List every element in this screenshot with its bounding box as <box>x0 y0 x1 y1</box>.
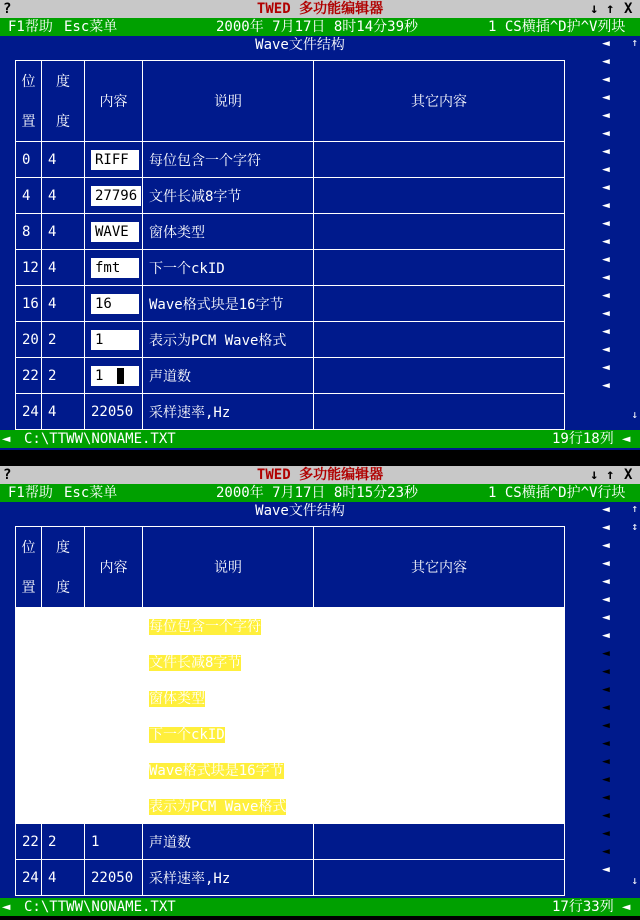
cell-position[interactable]: 12 <box>16 716 42 752</box>
left-arrow-icon[interactable]: ◄ <box>602 234 610 249</box>
table-row[interactable] <box>16 250 565 286</box>
left-arrow-icon[interactable]: ◄ <box>602 826 610 841</box>
left-arrow-icon[interactable]: ◄ <box>602 790 610 805</box>
system-menu-icon[interactable]: ? <box>3 1 12 17</box>
status-right-icon[interactable]: ◄ <box>622 431 631 447</box>
cell-other[interactable] <box>314 644 565 680</box>
cell-length[interactable]: 4 <box>42 178 85 214</box>
left-arrow-icon[interactable]: ◄ <box>602 682 610 697</box>
cell-description[interactable]: 表示为PCM Wave格式 <box>143 322 314 358</box>
highlighted-text[interactable]: 下一个ckID <box>149 726 225 743</box>
cell-content[interactable]: 1 <box>85 824 143 860</box>
right-scroll-column <box>602 36 640 426</box>
file-path: C:\TTWW\NONAME.TXT <box>24 431 176 447</box>
left-arrow-icon[interactable]: ◄ <box>602 754 610 769</box>
header-description: 说明 <box>143 527 314 608</box>
content-input[interactable]: WAVE <box>91 222 139 242</box>
highlighted-text[interactable]: 表示为PCM Wave格式 <box>149 798 287 815</box>
left-arrow-icon[interactable]: ◄ <box>602 574 610 589</box>
content-input[interactable]: 1 <box>91 330 139 350</box>
table-row[interactable] <box>16 142 565 178</box>
left-arrow-icon[interactable]: ◄ <box>602 862 610 877</box>
content-input[interactable]: 16 <box>91 294 139 314</box>
cell-other[interactable] <box>314 286 565 322</box>
app-title: TWED 多功能编辑器 <box>256 1 384 17</box>
status-bar <box>0 898 640 916</box>
status-left-icon[interactable]: ◄ <box>2 899 11 915</box>
editor-window-2 <box>0 466 640 916</box>
cell-other[interactable] <box>314 680 565 716</box>
left-arrow-icon[interactable]: ◄ <box>602 144 610 159</box>
left-arrow-icon[interactable]: ◄ <box>602 664 610 679</box>
table-row[interactable] <box>16 322 565 358</box>
table-row-selected[interactable] <box>16 680 565 716</box>
table-row[interactable] <box>16 394 565 430</box>
cell-position[interactable]: 0 <box>16 608 42 644</box>
wave-structure-table <box>15 60 565 430</box>
cell-length[interactable]: 4 <box>42 394 85 430</box>
table-row[interactable] <box>16 178 565 214</box>
cell-other[interactable] <box>314 250 565 286</box>
cell-length[interactable]: 2 <box>42 824 85 860</box>
left-arrow-icon[interactable]: ◄ <box>602 502 610 517</box>
file-path: C:\TTWW\NONAME.TXT <box>24 899 176 915</box>
cell-position[interactable]: 22 <box>16 358 42 394</box>
cell-content[interactable] <box>85 250 143 286</box>
cell-description[interactable]: 声道数 <box>143 358 314 394</box>
left-arrow-icon[interactable]: ◄ <box>602 520 610 535</box>
header-description: 说明 <box>143 61 314 142</box>
left-arrow-icon[interactable]: ◄ <box>602 216 610 231</box>
cell-length[interactable]: 4 <box>42 214 85 250</box>
minimize-icon[interactable]: ↓ <box>590 467 599 483</box>
cell-other[interactable] <box>314 860 565 896</box>
help-menu[interactable]: F1帮助 <box>8 485 53 501</box>
table-row[interactable] <box>16 860 565 896</box>
left-arrow-icon[interactable]: ◄ <box>602 538 610 553</box>
table-row-selected[interactable] <box>16 644 565 680</box>
left-arrow-icon[interactable]: ◄ <box>602 808 610 823</box>
right-scroll-column <box>602 502 640 892</box>
cell-description[interactable] <box>143 788 314 824</box>
cell-content[interactable]: RIFF <box>85 608 143 644</box>
left-arrow-icon[interactable]: ◄ <box>602 90 610 105</box>
cell-content[interactable]: WAVE <box>85 680 143 716</box>
header-other: 其它内容 <box>314 527 565 608</box>
cell-description[interactable] <box>143 716 314 752</box>
cell-length[interactable]: 4 <box>42 142 85 178</box>
cell-content[interactable]: 16 <box>85 752 143 788</box>
cell-position[interactable]: 24 <box>16 860 42 896</box>
minimize-icon[interactable]: ↓ <box>590 1 599 17</box>
content-input[interactable]: 1 <box>91 366 139 386</box>
cell-other[interactable] <box>314 608 565 644</box>
left-arrow-icon[interactable]: ◄ <box>602 306 610 321</box>
left-arrow-icon[interactable]: ◄ <box>602 198 610 213</box>
status-bar <box>0 430 640 448</box>
header-position: 位 置 <box>16 61 42 142</box>
cell-other[interactable] <box>314 322 565 358</box>
cell-position[interactable]: 20 <box>16 788 42 824</box>
cursor-position: 17行33列 <box>552 899 614 915</box>
cell-content[interactable] <box>85 286 143 322</box>
cell-length[interactable]: 2 <box>42 322 85 358</box>
left-arrow-icon[interactable]: ◄ <box>602 270 610 285</box>
menu-bar <box>0 484 640 502</box>
cell-position[interactable]: 8 <box>16 680 42 716</box>
table-row-selected[interactable] <box>16 752 565 788</box>
cell-content[interactable] <box>85 358 143 394</box>
cell-length[interactable]: 4 <box>42 286 85 322</box>
datetime: 2000年 7月17日 8时14分39秒 <box>216 19 419 35</box>
cell-other[interactable] <box>314 394 565 430</box>
left-arrow-icon[interactable]: ◄ <box>602 360 610 375</box>
cell-length[interactable]: 4 <box>42 860 85 896</box>
cell-position[interactable]: 20 <box>16 322 42 358</box>
left-arrow-icon[interactable]: ◄ <box>602 36 610 51</box>
table-row-selected[interactable] <box>16 608 565 644</box>
header-content: 内容 <box>85 527 143 608</box>
cell-length[interactable]: 4 <box>42 716 85 752</box>
highlighted-text[interactable]: 窗体类型 <box>149 690 205 707</box>
app-title: TWED 多功能编辑器 <box>256 467 384 483</box>
left-arrow-icon[interactable]: ◄ <box>602 378 610 393</box>
cell-description[interactable] <box>143 680 314 716</box>
cell-other[interactable] <box>314 214 565 250</box>
cell-position[interactable]: 0 <box>16 142 42 178</box>
esc-menu[interactable]: Esc菜单 <box>64 19 118 35</box>
cell-length[interactable]: 4 <box>42 680 85 716</box>
cell-position[interactable]: 16 <box>16 286 42 322</box>
table-row[interactable] <box>16 214 565 250</box>
cell-content[interactable]: 22050 <box>85 394 143 430</box>
cell-position[interactable]: 8 <box>16 214 42 250</box>
cell-length[interactable]: 4 <box>42 608 85 644</box>
left-arrow-icon[interactable]: ◄ <box>602 844 610 859</box>
left-arrow-icon[interactable]: ◄ <box>602 772 610 787</box>
datetime: 2000年 7月17日 8时15分23秒 <box>216 485 419 501</box>
edit-mode: 1 CS横插^D护^V行块 <box>488 485 626 501</box>
cell-content[interactable]: 27796 <box>85 644 143 680</box>
cell-description[interactable] <box>143 752 314 788</box>
header-other: 其它内容 <box>314 61 565 142</box>
left-arrow-icon[interactable]: ◄ <box>602 180 610 195</box>
cell-content[interactable] <box>85 142 143 178</box>
left-arrow-icon[interactable]: ◄ <box>602 72 610 87</box>
highlighted-text[interactable]: 文件长减8字节 <box>149 654 242 671</box>
content-input[interactable]: RIFF <box>91 150 139 170</box>
left-arrow-icon[interactable]: ◄ <box>602 126 610 141</box>
cell-other[interactable] <box>314 142 565 178</box>
cell-description[interactable] <box>143 608 314 644</box>
table-row[interactable] <box>16 286 565 322</box>
header-length: 度 度 <box>42 527 85 608</box>
help-menu[interactable]: F1帮助 <box>8 19 53 35</box>
cell-other[interactable] <box>314 824 565 860</box>
wave-structure-table <box>15 526 565 896</box>
table-row[interactable] <box>16 358 565 394</box>
left-arrow-icon[interactable]: ◄ <box>602 610 610 625</box>
left-arrow-icon[interactable]: ◄ <box>602 342 610 357</box>
content-input[interactable]: fmt <box>91 258 139 278</box>
cell-content[interactable] <box>85 322 143 358</box>
table-header-row <box>16 61 565 142</box>
left-arrow-icon[interactable]: ◄ <box>602 324 610 339</box>
left-arrow-icon[interactable]: ◄ <box>602 718 610 733</box>
cell-description[interactable]: Wave格式块是16字节 <box>143 286 314 322</box>
system-menu-icon[interactable]: ? <box>3 467 12 483</box>
table-row[interactable] <box>16 824 565 860</box>
header-length: 度 度 <box>42 61 85 142</box>
cell-length[interactable]: 4 <box>42 752 85 788</box>
cell-description[interactable]: 采样速率,Hz <box>143 394 314 430</box>
header-position: 位 置 <box>16 527 42 608</box>
cell-position[interactable]: 4 <box>16 178 42 214</box>
cell-content[interactable]: 22050 <box>85 860 143 896</box>
menu-bar <box>0 18 640 36</box>
left-arrow-icon[interactable]: ◄ <box>602 628 610 643</box>
cell-content[interactable]: fmt <box>85 716 143 752</box>
text-cursor <box>117 368 124 384</box>
cell-content[interactable]: 1 <box>85 788 143 824</box>
status-right-icon[interactable]: ◄ <box>622 899 631 915</box>
cell-description[interactable]: 文件长减8字节 <box>143 178 314 214</box>
title-bar <box>0 0 640 18</box>
close-icon[interactable]: X <box>624 467 633 483</box>
cell-other[interactable] <box>314 788 565 824</box>
left-arrow-icon[interactable]: ◄ <box>602 108 610 123</box>
cell-other[interactable] <box>314 716 565 752</box>
document-title: Wave文件结构 <box>255 503 345 519</box>
left-arrow-icon[interactable]: ◄ <box>602 252 610 267</box>
left-arrow-icon[interactable]: ◄ <box>602 162 610 177</box>
cell-description[interactable]: 窗体类型 <box>143 214 314 250</box>
cell-position[interactable]: 16 <box>16 752 42 788</box>
cell-content[interactable] <box>85 214 143 250</box>
scroll-up-icon[interactable]: ↑ <box>631 36 638 49</box>
cell-description[interactable]: 声道数 <box>143 824 314 860</box>
scroll-down-icon[interactable]: ↓ <box>631 408 638 421</box>
cell-description[interactable]: 每位包含一个字符 <box>143 142 314 178</box>
cell-length[interactable]: 4 <box>42 250 85 286</box>
scroll-down-icon[interactable]: ↓ <box>631 874 638 887</box>
esc-menu[interactable]: Esc菜单 <box>64 485 118 501</box>
title-bar <box>0 466 640 484</box>
cursor-position: 19行18列 <box>552 431 614 447</box>
cell-description[interactable] <box>143 644 314 680</box>
restore-icon[interactable]: ↑ <box>606 467 615 483</box>
edit-mode: 1 CS横插^D护^V列块 <box>488 19 626 35</box>
editor-window-1 <box>0 0 640 450</box>
left-arrow-icon[interactable]: ◄ <box>602 592 610 607</box>
left-arrow-icon[interactable]: ◄ <box>602 646 610 661</box>
header-content: 内容 <box>85 61 143 142</box>
left-arrow-icon[interactable]: ◄ <box>602 736 610 751</box>
left-arrow-icon[interactable]: ◄ <box>602 288 610 303</box>
close-icon[interactable]: X <box>624 1 633 17</box>
cell-position[interactable]: 12 <box>16 250 42 286</box>
scroll-updown-icon[interactable]: ↕ <box>631 520 638 533</box>
cell-length[interactable]: 4 <box>42 644 85 680</box>
highlighted-text[interactable]: Wave格式块是16字节 <box>149 762 284 779</box>
left-arrow-icon[interactable]: ◄ <box>602 556 610 571</box>
status-left-icon[interactable]: ◄ <box>2 431 11 447</box>
cell-content[interactable] <box>85 178 143 214</box>
cell-other[interactable] <box>314 178 565 214</box>
table-row-selected[interactable] <box>16 716 565 752</box>
left-arrow-icon[interactable]: ◄ <box>602 700 610 715</box>
cell-position[interactable]: 24 <box>16 394 42 430</box>
cell-position[interactable]: 4 <box>16 644 42 680</box>
document-title: Wave文件结构 <box>255 37 345 53</box>
cell-description[interactable]: 采样速率,Hz <box>143 860 314 896</box>
content-input[interactable]: 27796 <box>91 186 141 206</box>
cell-length[interactable]: 2 <box>42 358 85 394</box>
cell-other[interactable] <box>314 358 565 394</box>
cell-position[interactable]: 22 <box>16 824 42 860</box>
left-arrow-icon[interactable]: ◄ <box>602 54 610 69</box>
restore-icon[interactable]: ↑ <box>606 1 615 17</box>
table-header-row <box>16 527 565 608</box>
cell-description[interactable]: 下一个ckID <box>143 250 314 286</box>
table-row-selected[interactable] <box>16 788 565 824</box>
highlighted-text[interactable]: 每位包含一个字符 <box>149 618 261 635</box>
cell-length[interactable]: 2 <box>42 788 85 824</box>
cell-other[interactable] <box>314 752 565 788</box>
scroll-up-icon[interactable]: ↑ <box>631 502 638 515</box>
